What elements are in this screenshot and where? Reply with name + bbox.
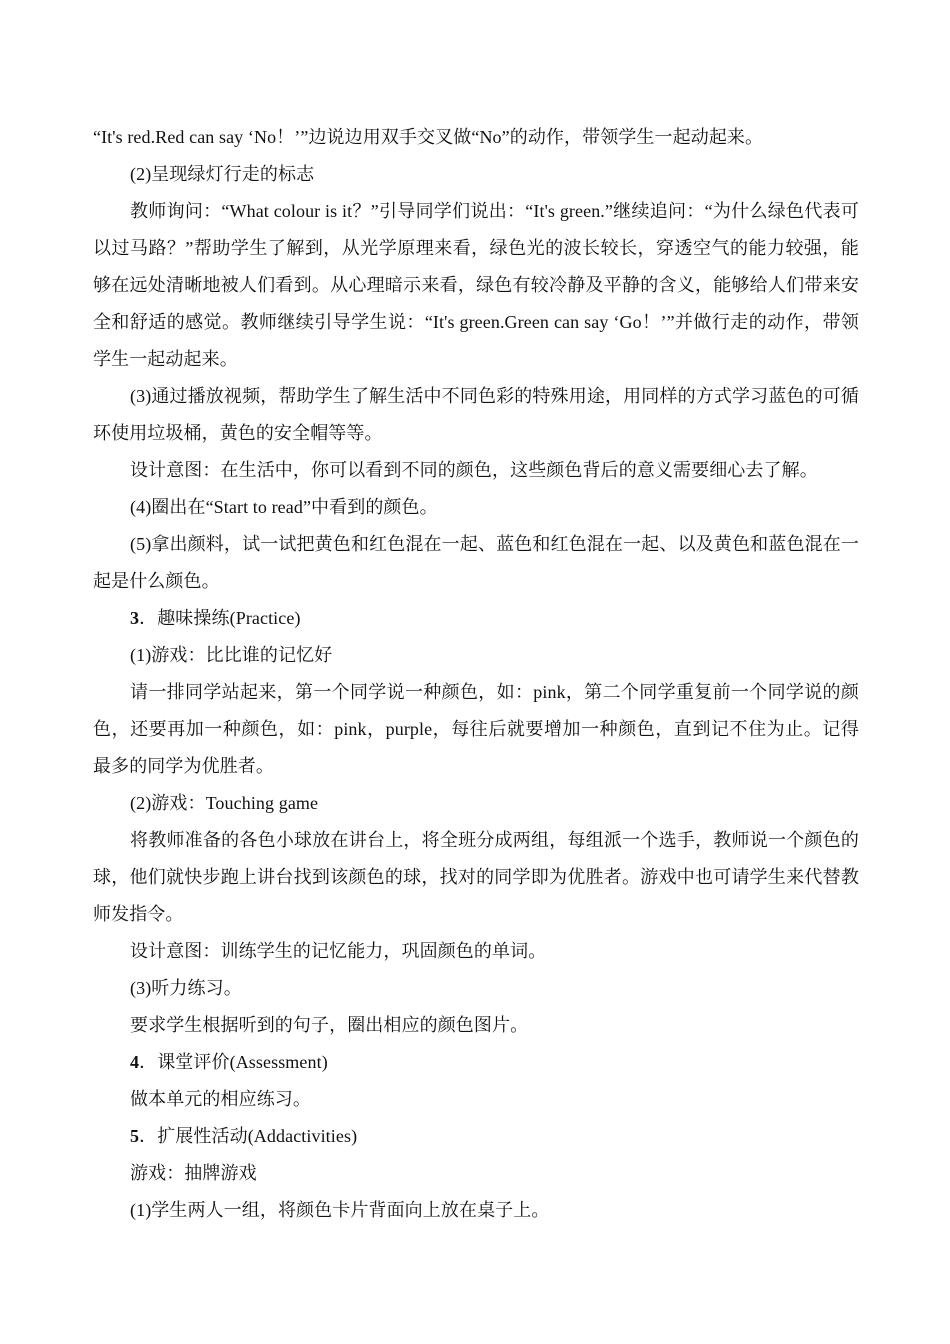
section-title: ．扩展性活动(Addactivities)	[139, 1126, 358, 1146]
section-title: ．趣味操练(Practice)	[139, 608, 301, 628]
paragraph-listening-instructions: 要求学生根据听到的句子，圈出相应的颜色图片。	[130, 1015, 529, 1035]
section-heading-assessment	[93, 1044, 859, 1081]
section-heading-add-activities	[93, 1118, 859, 1155]
paragraph-card-game-title: 游戏：抽牌游戏	[130, 1163, 257, 1183]
paragraph-listening-practice: (3)听力练习。	[130, 978, 242, 998]
paragraph-teacher-asks-colour: 教师询问：“What colour is it？”引导同学们说出：“It's green.”继续追问：“为什么绿色代表可以过马路？”帮助学生了解到，从光学原理来看，绿色光的波长较长，穿透空气的能力较强，能够在远处清晰地被人们看到。从心理暗示来看，绿色有较冷静及平静的含义，能够给人们带来安全和舒适的感觉。教师继续引导学生说：“It's green.Green can say ‘Go！’”并做行走的动作，带领学生一起动起来。	[93, 201, 859, 369]
paragraph-memory-game-rules: 请一排同学站起来，第一个同学说一种颜色，如：pink，第二个同学重复前一个同学说的颜色，还要再加一种颜色，如：pink，purple，每往后就要增加一种颜色，直到记不住为止。记得最多的同学为优胜者。	[93, 682, 859, 776]
paragraph-step-3-video: (3)通过播放视频，帮助学生了解生活中不同色彩的特殊用途，用同样的方式学习蓝色的可循环使用垃圾桶，黄色的安全帽等等。	[93, 386, 859, 443]
paragraph-design-intent-2: 设计意图：训练学生的记忆能力，巩固颜色的单词。	[130, 941, 547, 961]
section-number: 3	[130, 608, 140, 628]
document-page	[93, 119, 859, 1229]
paragraph-card-game-step-1: (1)学生两人一组，将颜色卡片背面向上放在桌子上。	[130, 1200, 550, 1220]
paragraph-memory-game-title: (1)游戏：比比谁的记忆好	[130, 645, 333, 665]
section-heading-practice	[93, 600, 859, 637]
paragraph-step-4-circle-colours: (4)圈出在“Start to read”中看到的颜色。	[130, 497, 438, 517]
section-number: 5	[130, 1126, 140, 1146]
paragraph-red-says-no: “It's red.Red can say ‘No！’”边说边用双手交叉做“No”的动作，带领学生一起动起来。	[93, 127, 764, 147]
paragraph-touching-game-rules: 将教师准备的各色小球放在讲台上，将全班分成两组，每组派一个选手，教师说一个颜色的球，他们就快步跑上讲台找到该颜色的球，找对的同学即为优胜者。游戏中也可请学生来代替教师发指令。	[93, 830, 859, 924]
paragraph-assessment-exercise: 做本单元的相应练习。	[130, 1089, 311, 1109]
paragraph-design-intent-1: 设计意图：在生活中，你可以看到不同的颜色，这些颜色背后的意义需要细心去了解。	[130, 460, 818, 480]
section-title: ．课堂评价(Assessment)	[139, 1052, 328, 1072]
paragraph-step-2-green-light: (2)呈现绿灯行走的标志	[130, 164, 315, 184]
paragraph-step-5-mix-paint: (5)拿出颜料，试一试把黄色和红色混在一起、蓝色和红色混在一起、以及黄色和蓝色混在一起是什么颜色。	[93, 534, 859, 591]
section-number: 4	[130, 1052, 140, 1072]
paragraph-touching-game-title: (2)游戏：Touching game	[130, 793, 319, 813]
